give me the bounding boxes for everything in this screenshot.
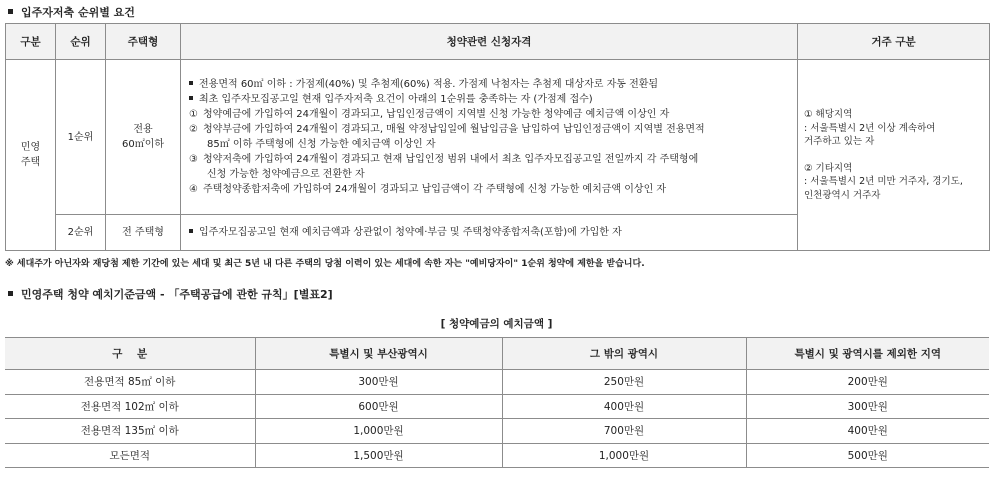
residence-cell	[798, 60, 990, 251]
residence-line: : 서울특별시 2년 이상 계속하여	[804, 122, 936, 134]
residence-line: 거주하고 있는 자	[804, 136, 875, 147]
table-header-row	[6, 24, 990, 60]
square-bullet-icon	[189, 81, 193, 85]
header-area: 구 분	[5, 338, 255, 370]
table-row	[5, 394, 989, 419]
table-header-row	[5, 338, 989, 370]
header-rank: 순위	[56, 24, 106, 60]
qual-line: ③ 청약저축에 가입하여 24개월이 경과되고 현재 납입인정 범위 내에서 최초 입주자모집공고일 전일까지 각 주택형에	[189, 154, 699, 165]
qual-line: 85㎡ 이하 주택형에 신청 가능한 예치금액 이상인 자	[207, 139, 436, 150]
amount-cell: 400만원	[502, 394, 746, 419]
amount-cell: 700만원	[502, 419, 746, 444]
qual-line: ① 청약예금에 가입하여 24개월이 경과되고, 납입인정금액이 지역별 신청 가능한 청약예금 예치금액 이상인 자	[189, 109, 670, 120]
residence-spacer	[804, 149, 983, 162]
square-bullet-icon	[189, 229, 193, 233]
table2-caption: [ 청약예금의 예치금액 ]	[440, 318, 553, 330]
header-house-type: 주택형	[106, 24, 181, 60]
header-other-metro: 그 밖의 광역시	[502, 338, 746, 370]
square-bullet-icon	[189, 96, 193, 100]
header-seoul-busan: 특별시 및 부산광역시	[255, 338, 502, 370]
header-other-region: 특별시 및 광역시를 제외한 지역	[746, 338, 989, 370]
area-cell: 전용면적 102㎡ 이하	[5, 394, 255, 419]
note-text: ※ 세대주가 아닌자와 재당첨 제한 기간에 있는 세대 및 최근 5년 내 다른 주택의 당첨 이력이 있는 세대에 속한 자는 "예비당자이" 1순위 청약에 제한을 받습니다.	[5, 259, 645, 269]
rank2-qualification	[181, 215, 798, 251]
section1-title	[8, 4, 135, 20]
amount-cell: 300만원	[255, 370, 502, 395]
deposit-amount-table	[5, 337, 989, 468]
header-residence: 거주 구분	[798, 24, 990, 60]
rank2-house-type: 전 주택형	[106, 215, 181, 251]
residence-line: 인천광역시 거주자	[804, 189, 881, 201]
square-bullet-icon	[8, 291, 13, 296]
rank1-cell: 1순위	[56, 60, 106, 215]
rank2-cell: 2순위	[56, 215, 106, 251]
rank1-house-type	[106, 60, 181, 215]
rank-requirements-table	[5, 23, 990, 251]
section1-title-text: 입주자저축 순위별 요건	[21, 6, 135, 19]
category-cell	[6, 60, 56, 251]
area-cell: 전용면적 85㎡ 이하	[5, 370, 255, 395]
table-row	[5, 370, 989, 395]
section2-title-text: 민영주택 청약 예치기준금액 - 「주택공급에 관한 규칙」[별표2]	[21, 288, 333, 301]
amount-cell: 500만원	[746, 443, 989, 468]
amount-cell: 200만원	[746, 370, 989, 395]
amount-cell: 300만원	[746, 394, 989, 419]
category-line: 민영	[20, 142, 41, 153]
table-row	[5, 443, 989, 468]
section2-title	[8, 286, 333, 302]
table-row-rank1	[6, 60, 990, 215]
residence-line: : 서울특별시 2년 미만 거주자, 경기도,	[804, 176, 963, 187]
header-qualification: 청약관련 신청자격	[181, 24, 798, 60]
category-line: 주택	[20, 157, 41, 168]
amount-cell: 1,000만원	[502, 443, 746, 468]
amount-cell: 600만원	[255, 394, 502, 419]
qual-line: ④ 주택청약종합저축에 가입하여 24개월이 경과되고 납입금액이 각 주택형에 신청 가능한 예치금액 이상인 자	[189, 184, 667, 195]
amount-cell: 250만원	[502, 370, 746, 395]
qual-line: ② 청약부금에 가입하여 24개월이 경과되고, 매월 약정납입일에 월납입금을 납입하여 납입인정금액이 지역별 전용면적	[189, 124, 705, 135]
residence-line: ① 해당지역	[804, 109, 853, 120]
residence-line: ② 기타지역	[804, 162, 853, 174]
area-cell: 전용면적 135㎡ 이하	[5, 419, 255, 444]
amount-cell: 1,000만원	[255, 419, 502, 444]
header-category: 구분	[6, 24, 56, 60]
amount-cell: 400만원	[746, 419, 989, 444]
rank1-qualification	[181, 60, 798, 215]
table-row	[5, 419, 989, 444]
amount-cell: 1,500만원	[255, 443, 502, 468]
qual-line: 신청 가능한 청약예금으로 전환한 자	[207, 169, 365, 180]
qual-line: 전용면적 60㎡ 이하 : 가점제(40%) 및 추첨제(60%) 적용. 가점제 낙첨자는 추첨제 대상자로 자동 전환됨	[189, 77, 791, 92]
qual-line: 입주자모집공고일 현재 예치금액과 상관없이 청약예·부금 및 주택청약종합저축(포함)에 가입한 자	[189, 225, 791, 240]
qual-line: 최초 입주자모집공고일 현재 입주자저축 요건이 아래의 1순위를 충족하는 자 (가점제 접수)	[189, 92, 791, 107]
house-type-line: 전용	[133, 124, 153, 135]
area-cell: 모든면적	[5, 443, 255, 468]
square-bullet-icon	[8, 9, 13, 14]
house-type-line: 60㎡이하	[121, 139, 165, 150]
